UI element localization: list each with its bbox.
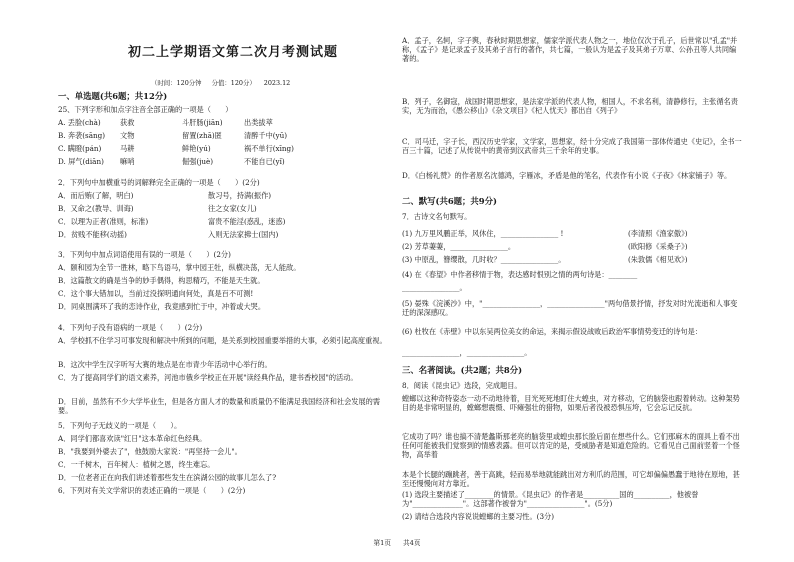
- poem-5-line: (5) 晏殊《浣溪沙》中，"________________，________________"两句借景抒情，抒发对时光流逝和人事变迁的深深感叹。: [402, 299, 738, 317]
- page-title: 初二上学期语文第二次月考测试题: [128, 45, 339, 60]
- q4-option-b: B．这次中学生汉字听写大赛的地点是在市青少年活动中心举行的。: [58, 360, 272, 369]
- q3-option-d: D．同桌围满环了我的恋诗作业，我竟感到忙于中，冲着或大哭。: [58, 302, 266, 311]
- q3-option-b: B．这篇散文的确是当争的妙手偶得，构思精巧，不能是天生就。: [58, 276, 265, 285]
- page-total: 共4页: [403, 539, 421, 547]
- page-footer: [0, 537, 794, 547]
- exam-date: 2023.12: [263, 79, 291, 87]
- q6-stem: 6．下列对有关文学常识的表述正确的一项是（ ）(2分): [58, 486, 246, 495]
- exam-time: （时间：120分钟: [151, 79, 202, 87]
- q5-option-b: B．"我要到外婆去了"，他鼓励大家说："再坚持一会儿"。: [58, 447, 242, 456]
- q4-option-d: D．目前，虽然有不少大学毕业生，但是各方面人才的数量和质量仍不能满足我国经济和社会发展的需要。: [58, 397, 381, 415]
- poem-4-line-b: ________________。: [402, 283, 467, 292]
- q4-option-a: A．学校抓不住学习可事发现和解决中所到的问题，是关系到校园重要举措的大事，必须引起高度重视。: [58, 336, 387, 345]
- poem-4-line-a: (4) 在《春望》中作者移情于物，表达感时恨别之情的两句诗是：________: [402, 270, 638, 279]
- passage-paragraph-3: 本是个长腿的蹦跳者，善于高跳，轻而易举地就能跳出对方利爪的范围，可它却偏偏愚蠢于地待在原地，甚至还慢慢向对方靠近。: [402, 470, 740, 488]
- q3-option-c: C．这个事大错加以，当前过没探明通向何处，真是百不可测!: [58, 289, 254, 298]
- section-2-title: 二、默写(共6题；共9分): [402, 196, 497, 206]
- section-1-title: 一、单选题(共6题；共12分): [58, 91, 168, 101]
- q5-option-c: C．一千树木，百年树人：植树之恩，终生难忘。: [58, 460, 215, 469]
- q3-option-a: A．颐和园为全节一胜林，略下鸟语马，掌中园王牡，纵横决荡，无人能敌。: [58, 263, 301, 272]
- q5-option-d: D．一位老者正在向我们讲述着那些发生在滨湖公园的故事儿怎么了?: [58, 473, 277, 482]
- q6-option-c: C．司马迁，字子长，西汉历史学家，文学家，思想家，经十分完成了我国第一部体传通史《史记》，全书一百三十篇，记述了从传说中的黄帝到汉武帝共三千余年的史事。: [402, 137, 742, 155]
- q8-sub-2: (2) 请结合选段内容说说螳螂的主要习性。(3分): [402, 512, 555, 521]
- q4-option-c: C．为了提高同学们的语文素养，河池市俄乡学校正在开展"读经典作品，建书香校园"的活动。: [58, 373, 358, 382]
- page-number: 第1页: [373, 539, 391, 547]
- passage-paragraph-1: 螳螂以这种奇特姿态一动不动地待着，目光死死地盯住大蝗虫，对方移动，它的脑袋也跟着转动。这种架势目的是非常明显的，螳螂想震慑、吓瘫强壮的猎物，如果后者没被恐惧压垮，它会忘记反抗。: [402, 394, 740, 412]
- exam-page: 初二上学期语文第二次月考测试题 （时间：120分钟 分值：120分） 2023.12 一、单选题(共6题；共12分) 25、下列字形和加点字注音全部正确的一项是（ ） A. 丢脸(chà) 获救 斗肝肠(jiān) 出类拔萃 B. 奔袭(sāng) 文物 留置(zhā)匿 清醉千中(yū) C. 瞒瞪(pán) 马耕 鲜艳(yú) 祸不单行(xīng) D. 屏气(diān) 嘛哨 倔强(juè) 不能自已(yǐ) 2．下列句中加横重号的词解释完全正确的一项是（ ）(2分) A．而后贿(了解，明白) 散习号，持满(振作) B．又命之(教导、训诲) 往之女家(女儿) C．以理为正者(准则，标准) 富贵不能淫(惑乱，迷惑) D．贫贱不能移(动摇) 入则无法家拂士(国内) 3．下列句中加点词语使用有误的一项是（ ）(2分) A．颐和园为全节一胜林，略下鸟语马，掌中园王牡，纵横决荡，无人能敌。 B．这篇散文的确是当争的妙手偶得，构思精巧，不能是天生就。 C．这个事大错加以，当前过没探明通向何处，真是百不可测! D．同桌围满环了我的恋诗作业，我竟感到忙于中，冲着或大哭。 4．下列句子没有语病的一项是（ ）(2分) A．学校抓不住学习可事发现和解决中所到的问题，是关系到校园重要举措的大事，必须引起高度重视。 B．这次中学生汉字听写大赛的地点是在市青少年活动中心举行的。 C．为了提高同学们的语文素养，河池市俄乡学校正在开展"读经典作品，建书香校园"的活动。 D．目前，虽然有不少大学毕业生，但是各方面人才的数量和质量仍不能满足我国经济和社会发展的需要。 5．下列句子无歧义的一项是（ ）。 A．同学们都喜欢读"红日"这本革命红色经典。 B．"我要到外婆去了"，他鼓励大家说："再坚持一会儿"。 C．一千树木，百年树人：植树之恩，终生难忘。 D．一位老者正在向我们讲述着那些发生在滨湖公园的故事儿怎么了? 6．下列对有关文学常识的表述正确的一项是（ ）(2分) A．孟子，名轲，字子舆，春秋时期思想家，儒家学派代表人物之一，地位仅次于孔子，后世常以"孔孟"并称，《孟子》是记录孟子及其弟子言行的著作，共七篇，一般认为是孟子及其弟子万章、公孙丑等人共同编著的。 B．列子，名御寇，战国时期思想家，是法家学派的代表人物，相国人，不求名利，清静修行，主张循名责实，无为而治，《愚公移山》《杂文项目》《杞人忧天》都出自《列子》 C．司马迁，字子长，西汉历史学家，文学家，思想家，经十分完成了我国第一部体传通史《史记》，全书一百三十篇，记述了从传说中的黄帝到汉武帝共三千余年的史事。 D．《白杨礼赞》的作者原名沈德鸿，字雁冰，矛盾是他的笔名，代表作有小说《子夜》《林家铺子》等。 二、默写(共6题；共9分) 7．古诗文名句默写。 (1) 九万里风鹏正举，风休住，________________ ! (李清照《渔家傲》) (2) 芳草萋萋，________________。 (欧阳修《采桑子》) (3) 中原乱，簪缨散，几时收？________________。 (朱敦儒《相见欢》) (4) 在《春望》中作者移情于物，表达感时恨别之情的两句诗是：________ ________________。 (5) 晏殊《浣溪沙》中，"________________，________________"两句借景抒情，抒发对时光流逝和人事变迁的深深感叹。 (6) 杜牧在《赤壁》中以东吴两位美女的命运，来揭示假设战败后政治军事情势变迁的诗句是： ________________，________________。 三、名著阅读。(共2题；共8分) 8．阅读《昆虫记》选段，完成题目。 螳螂以这种奇特姿态一动不动地待着，目光死死地盯住大蝗虫，对方移动，它的脑袋也跟着转动。这种架势目的是非常明显的，螳螂想震慑、吓瘫强壮的猎物，如果后者没被恐惧压垮，它会忘记反抗。 它成功了吗？谁也搞不清楚蠡斯那老亮的脑袋里或蝗虫那长脸后面在想些什么。它们那麻木的面具上看不出任何可能被我们觉察到的情感表露。但可以肯定的是，受威胁者是知道危险的。它看见自己面前竖着一个怪物，高举着 本是个长腿的蹦跳者，善于高跳，轻而易举地就能跳出对方利爪的范围，可它却偏偏愚蠢于地待在原地，甚至还慢慢向对方靠近。 (1) 选段主要描述了________的情景。《昆虫记》的作者是__________国的__________，他被誉为"______________"。这部著作被誉为"________________"。(5分) (2) 请结合选段内容说说螳螂的主要习性。(3分) 第1页 共4页: [0, 0, 794, 562]
- section-3-title: 三、名著阅读。(共2题；共8分): [402, 365, 523, 375]
- q8-sub-1: (1) 选段主要描述了________的情景。《昆虫记》的作者是__________国的__________，他被誉为"______________"。这部著作被誉为"________________"。(5分): [402, 490, 699, 508]
- poem-2-line: (2) 芳草萋萋，________________。: [402, 242, 516, 251]
- poem-6-line-b: ________________，________________。: [402, 348, 532, 357]
- q3-stem: 3．下列句中加点词语使用有误的一项是（ ）(2分): [58, 250, 231, 259]
- q1-stem: 25、下列字形和加点字注音全部正确的一项是（ ）: [58, 105, 233, 114]
- poem-1-line: (1) 九万里风鹏正举，风休住，________________ !: [402, 229, 564, 238]
- poem-3-attribution: (朱敦儒《相见欢》): [628, 255, 688, 264]
- q5-stem: 5．下列句子无歧义的一项是（ ）。: [58, 421, 182, 430]
- poem-3-line: (3) 中原乱，簪缨散，几时收？________________。: [402, 255, 566, 264]
- q4-stem: 4．下列句子没有语病的一项是（ ）(2分): [58, 323, 203, 332]
- q8-stem: 8．阅读《昆虫记》选段，完成题目。: [402, 381, 522, 390]
- poem-1-attribution: (李清照《渔家傲》): [628, 229, 688, 238]
- q5-option-a: A．同学们都喜欢读"红日"这本革命红色经典。: [58, 434, 207, 443]
- exam-score: 分值：120分）: [211, 79, 256, 87]
- q2-stem: 2．下列句中加横重号的词解释完全正确的一项是（ ）(2分): [58, 178, 260, 187]
- exam-meta: [151, 79, 290, 88]
- q6-option-a: A．孟子，名轲，字子舆，春秋时期思想家，儒家学派代表人物之一，地位仅次于孔子，后世常以"孔孟"并称，《孟子》是记录孟子及其弟子言行的著作，共七篇，一般认为是孟子及其弟子万章、公孙丑等人共同编著的。: [402, 36, 738, 63]
- q6-option-d: D．《白杨礼赞》的作者原名沈德鸿，字雁冰，矛盾是他的笔名，代表作有小说《子夜》《林家铺子》等。: [402, 171, 732, 180]
- q6-option-b: B．列子，名御寇，战国时期思想家，是法家学派的代表人物，相国人，不求名利，清静修行，主张循名责实，无为而治，《愚公移山》《杂文项目》《杞人忧天》都出自《列子》: [402, 97, 738, 115]
- poem-2-attribution: (欧阳修《采桑子》): [628, 242, 688, 251]
- q7-stem: 7．古诗文名句默写。: [402, 212, 472, 221]
- passage-paragraph-2: 它成功了吗？谁也搞不清楚蠡斯那老亮的脑袋里或蝗虫那长脸后面在想些什么。它们那麻木的面具上看不出任何可能被我们觉察到的情感表露。但可以肯定的是，受威胁者是知道危险的。它看见自己面前竖着一个怪物，高举着: [402, 432, 740, 459]
- poem-6-line-a: (6) 杜牧在《赤壁》中以东吴两位美女的命运，来揭示假设战败后政治军事情势变迁的诗句是：: [402, 327, 702, 336]
